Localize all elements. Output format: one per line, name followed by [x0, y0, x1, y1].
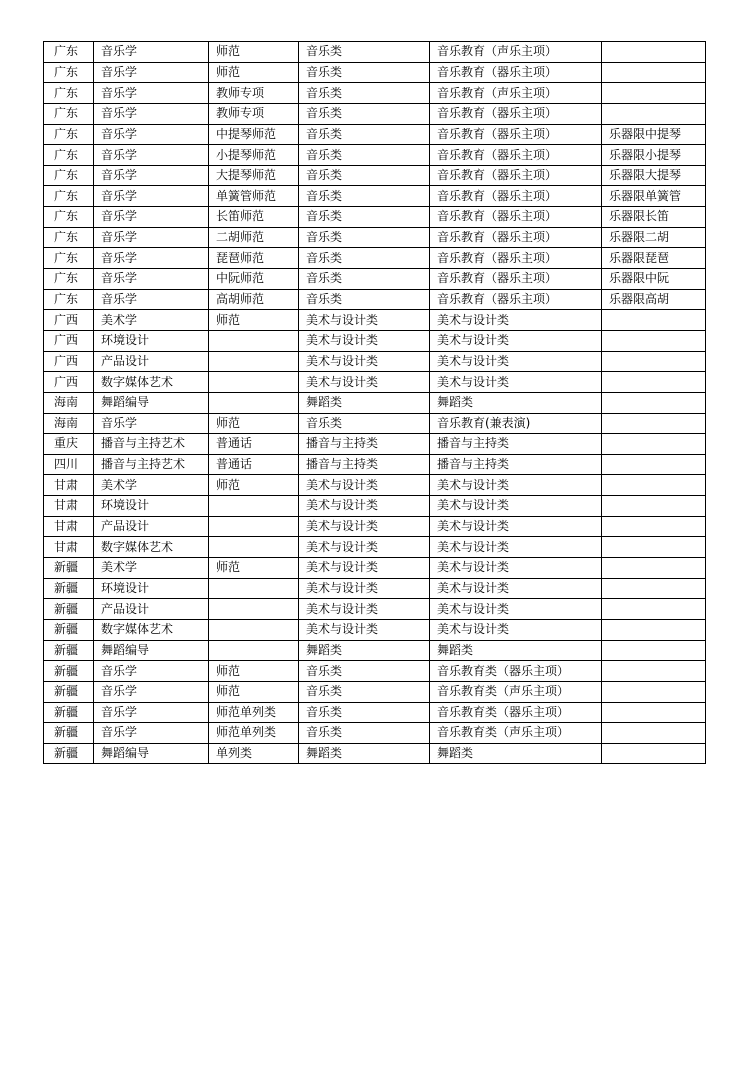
exam-subject-cell: 舞蹈类: [430, 392, 602, 413]
exam-category-cell: 播音与主持类: [299, 434, 430, 455]
major-cell: 音乐学: [94, 289, 209, 310]
table-row: [44, 227, 706, 248]
remark-cell: [602, 599, 706, 620]
exam-subject-cell: 美术与设计类: [430, 619, 602, 640]
province-cell: 新疆: [44, 723, 94, 744]
direction-cell: [209, 372, 299, 393]
table-row: [44, 743, 706, 764]
direction-cell: [209, 578, 299, 599]
province-cell: 重庆: [44, 434, 94, 455]
major-cell: 音乐学: [94, 248, 209, 269]
remark-cell: [602, 578, 706, 599]
table-row: [44, 103, 706, 124]
exam-subject-cell: 舞蹈类: [430, 640, 602, 661]
exam-subject-cell: 美术与设计类: [430, 599, 602, 620]
remark-cell: [602, 103, 706, 124]
major-cell: 舞蹈编导: [94, 743, 209, 764]
exam-category-cell: 音乐类: [299, 165, 430, 186]
province-cell: 新疆: [44, 681, 94, 702]
exam-category-cell: 播音与主持类: [299, 454, 430, 475]
exam-subject-cell: 音乐教育（器乐主项）: [430, 227, 602, 248]
direction-cell: 中提琴师范: [209, 124, 299, 145]
exam-subject-cell: 音乐教育（器乐主项）: [430, 165, 602, 186]
exam-subject-cell: 音乐教育（器乐主项）: [430, 269, 602, 290]
major-cell: 音乐学: [94, 83, 209, 104]
exam-category-cell: 音乐类: [299, 681, 430, 702]
exam-category-cell: 音乐类: [299, 124, 430, 145]
exam-category-cell: 舞蹈类: [299, 743, 430, 764]
table-body: [44, 42, 706, 764]
remark-cell: [602, 62, 706, 83]
exam-subject-cell: 美术与设计类: [430, 310, 602, 331]
exam-category-cell: 音乐类: [299, 723, 430, 744]
table-row: [44, 392, 706, 413]
exam-subject-cell: 音乐教育（器乐主项）: [430, 103, 602, 124]
remark-cell: [602, 42, 706, 63]
exam-category-cell: 舞蹈类: [299, 392, 430, 413]
exam-subject-cell: 播音与主持类: [430, 434, 602, 455]
exam-category-cell: 美术与设计类: [299, 351, 430, 372]
direction-cell: 师范: [209, 661, 299, 682]
remark-cell: [602, 661, 706, 682]
exam-category-cell: 音乐类: [299, 42, 430, 63]
province-cell: 广东: [44, 207, 94, 228]
exam-subject-cell: 音乐教育类（声乐主项）: [430, 681, 602, 702]
exam-category-cell: 音乐类: [299, 145, 430, 166]
province-cell: 广西: [44, 310, 94, 331]
remark-cell: 乐器限二胡: [602, 227, 706, 248]
table-row: [44, 372, 706, 393]
direction-cell: 师范: [209, 413, 299, 434]
exam-category-cell: 美术与设计类: [299, 516, 430, 537]
major-cell: 音乐学: [94, 42, 209, 63]
major-cell: 环境设计: [94, 578, 209, 599]
remark-cell: [602, 558, 706, 579]
remark-cell: [602, 330, 706, 351]
major-cell: 数字媒体艺术: [94, 537, 209, 558]
table-row: [44, 619, 706, 640]
direction-cell: 高胡师范: [209, 289, 299, 310]
remark-cell: [602, 537, 706, 558]
major-cell: 音乐学: [94, 723, 209, 744]
province-cell: 新疆: [44, 640, 94, 661]
exam-subject-cell: 音乐教育（器乐主项）: [430, 207, 602, 228]
direction-cell: [209, 330, 299, 351]
major-cell: 音乐学: [94, 62, 209, 83]
exam-category-cell: 美术与设计类: [299, 599, 430, 620]
exam-subject-cell: 美术与设计类: [430, 351, 602, 372]
table-row: [44, 681, 706, 702]
province-cell: 新疆: [44, 599, 94, 620]
exam-subject-cell: 美术与设计类: [430, 558, 602, 579]
province-cell: 广东: [44, 165, 94, 186]
exam-category-cell: 美术与设计类: [299, 496, 430, 517]
major-cell: 播音与主持艺术: [94, 434, 209, 455]
major-cell: 环境设计: [94, 330, 209, 351]
exam-subject-cell: 美术与设计类: [430, 496, 602, 517]
exam-subject-cell: 美术与设计类: [430, 578, 602, 599]
exam-subject-cell: 音乐教育类（器乐主项）: [430, 702, 602, 723]
remark-cell: [602, 392, 706, 413]
direction-cell: 普通话: [209, 434, 299, 455]
direction-cell: 师范: [209, 42, 299, 63]
direction-cell: 教师专项: [209, 103, 299, 124]
table-row: [44, 413, 706, 434]
direction-cell: [209, 351, 299, 372]
table-row: [44, 351, 706, 372]
exam-category-cell: 美术与设计类: [299, 330, 430, 351]
exam-category-cell: 音乐类: [299, 62, 430, 83]
exam-category-cell: 音乐类: [299, 83, 430, 104]
province-cell: 广西: [44, 351, 94, 372]
remark-cell: [602, 743, 706, 764]
province-cell: 甘肃: [44, 496, 94, 517]
exam-category-cell: 音乐类: [299, 227, 430, 248]
exam-subject-cell: 音乐教育（器乐主项）: [430, 248, 602, 269]
major-cell: 美术学: [94, 310, 209, 331]
major-cell: 音乐学: [94, 681, 209, 702]
province-cell: 广东: [44, 289, 94, 310]
table-row: [44, 558, 706, 579]
province-cell: 甘肃: [44, 516, 94, 537]
remark-cell: [602, 454, 706, 475]
table-row: [44, 496, 706, 517]
province-cell: 广东: [44, 62, 94, 83]
direction-cell: 普通话: [209, 454, 299, 475]
remark-cell: 乐器限琵琶: [602, 248, 706, 269]
province-cell: 广东: [44, 227, 94, 248]
major-cell: 环境设计: [94, 496, 209, 517]
province-cell: 广东: [44, 269, 94, 290]
exam-subject-cell: 音乐教育（器乐主项）: [430, 289, 602, 310]
direction-cell: [209, 496, 299, 517]
exam-subject-cell: 美术与设计类: [430, 537, 602, 558]
exam-category-cell: 音乐类: [299, 702, 430, 723]
province-cell: 甘肃: [44, 475, 94, 496]
table-row: [44, 661, 706, 682]
province-cell: 新疆: [44, 743, 94, 764]
major-cell: 产品设计: [94, 599, 209, 620]
exam-category-cell: 美术与设计类: [299, 310, 430, 331]
exam-subject-cell: 音乐教育（器乐主项）: [430, 186, 602, 207]
exam-subject-cell: 音乐教育(兼表演): [430, 413, 602, 434]
exam-subject-cell: 美术与设计类: [430, 330, 602, 351]
table-row: [44, 330, 706, 351]
province-cell: 海南: [44, 413, 94, 434]
direction-cell: 师范: [209, 475, 299, 496]
direction-cell: 琵琶师范: [209, 248, 299, 269]
province-cell: 广东: [44, 186, 94, 207]
table-row: [44, 702, 706, 723]
direction-cell: 大提琴师范: [209, 165, 299, 186]
direction-cell: 教师专项: [209, 83, 299, 104]
table-row: [44, 165, 706, 186]
table-row: [44, 310, 706, 331]
direction-cell: 小提琴师范: [209, 145, 299, 166]
major-cell: 音乐学: [94, 165, 209, 186]
major-cell: 产品设计: [94, 516, 209, 537]
table-row: [44, 124, 706, 145]
exam-category-cell: 美术与设计类: [299, 619, 430, 640]
table-row: [44, 207, 706, 228]
direction-cell: [209, 619, 299, 640]
major-cell: 舞蹈编导: [94, 392, 209, 413]
province-cell: 甘肃: [44, 537, 94, 558]
remark-cell: 乐器限长笛: [602, 207, 706, 228]
table-row: [44, 42, 706, 63]
exam-subject-cell: 音乐教育（器乐主项）: [430, 145, 602, 166]
direction-cell: 师范: [209, 62, 299, 83]
remark-cell: [602, 619, 706, 640]
direction-cell: 师范单列类: [209, 702, 299, 723]
exam-category-cell: 音乐类: [299, 207, 430, 228]
province-cell: 广东: [44, 124, 94, 145]
province-cell: 新疆: [44, 558, 94, 579]
exam-category-cell: 美术与设计类: [299, 537, 430, 558]
major-cell: 数字媒体艺术: [94, 372, 209, 393]
direction-cell: 中阮师范: [209, 269, 299, 290]
remark-cell: [602, 413, 706, 434]
exam-category-cell: 音乐类: [299, 103, 430, 124]
table-row: [44, 640, 706, 661]
direction-cell: 二胡师范: [209, 227, 299, 248]
remark-cell: [602, 83, 706, 104]
exam-subject-cell: 音乐教育类（声乐主项）: [430, 723, 602, 744]
exam-subject-cell: 舞蹈类: [430, 743, 602, 764]
direction-cell: 单簧管师范: [209, 186, 299, 207]
remark-cell: 乐器限中阮: [602, 269, 706, 290]
remark-cell: 乐器限单簧管: [602, 186, 706, 207]
remark-cell: [602, 681, 706, 702]
province-cell: 新疆: [44, 619, 94, 640]
exam-subject-cell: 美术与设计类: [430, 516, 602, 537]
exam-category-cell: 美术与设计类: [299, 578, 430, 599]
direction-cell: 师范: [209, 558, 299, 579]
table-row: [44, 186, 706, 207]
exam-category-cell: 美术与设计类: [299, 475, 430, 496]
province-cell: 新疆: [44, 661, 94, 682]
remark-cell: [602, 372, 706, 393]
major-cell: 舞蹈编导: [94, 640, 209, 661]
province-cell: 广东: [44, 103, 94, 124]
table-row: [44, 434, 706, 455]
remark-cell: [602, 640, 706, 661]
direction-cell: [209, 537, 299, 558]
direction-cell: [209, 392, 299, 413]
table-row: [44, 723, 706, 744]
exam-category-cell: 美术与设计类: [299, 558, 430, 579]
remark-cell: [602, 723, 706, 744]
exam-subject-cell: 音乐教育（器乐主项）: [430, 124, 602, 145]
table-row: [44, 62, 706, 83]
remark-cell: 乐器限大提琴: [602, 165, 706, 186]
remark-cell: [602, 351, 706, 372]
table-row: [44, 289, 706, 310]
table-row: [44, 269, 706, 290]
direction-cell: 师范: [209, 310, 299, 331]
major-cell: 播音与主持艺术: [94, 454, 209, 475]
major-cell: 产品设计: [94, 351, 209, 372]
major-cell: 音乐学: [94, 207, 209, 228]
remark-cell: 乐器限高胡: [602, 289, 706, 310]
major-cell: 音乐学: [94, 661, 209, 682]
exam-category-cell: 音乐类: [299, 661, 430, 682]
province-cell: 广西: [44, 372, 94, 393]
exam-category-cell: 音乐类: [299, 248, 430, 269]
province-cell: 广东: [44, 248, 94, 269]
province-cell: 广东: [44, 42, 94, 63]
exam-subject-cell: 播音与主持类: [430, 454, 602, 475]
province-cell: 海南: [44, 392, 94, 413]
direction-cell: [209, 516, 299, 537]
direction-cell: 单列类: [209, 743, 299, 764]
direction-cell: 师范: [209, 681, 299, 702]
table-row: [44, 516, 706, 537]
major-cell: 音乐学: [94, 227, 209, 248]
major-cell: 音乐学: [94, 145, 209, 166]
remark-cell: [602, 702, 706, 723]
exam-subject-cell: 音乐教育（声乐主项）: [430, 83, 602, 104]
province-cell: 广东: [44, 83, 94, 104]
table-row: [44, 599, 706, 620]
remark-cell: [602, 475, 706, 496]
major-cell: 音乐学: [94, 124, 209, 145]
exam-category-cell: 美术与设计类: [299, 372, 430, 393]
province-cell: 广东: [44, 145, 94, 166]
province-cell: 新疆: [44, 578, 94, 599]
table-row: [44, 537, 706, 558]
direction-cell: [209, 640, 299, 661]
exam-subject-cell: 美术与设计类: [430, 372, 602, 393]
table-row: [44, 454, 706, 475]
table-row: [44, 248, 706, 269]
admission-table: [43, 41, 706, 764]
direction-cell: [209, 599, 299, 620]
exam-category-cell: 舞蹈类: [299, 640, 430, 661]
exam-subject-cell: 音乐教育（声乐主项）: [430, 42, 602, 63]
table-row: [44, 578, 706, 599]
major-cell: 音乐学: [94, 103, 209, 124]
table-row: [44, 145, 706, 166]
exam-category-cell: 音乐类: [299, 269, 430, 290]
major-cell: 美术学: [94, 558, 209, 579]
exam-subject-cell: 音乐教育（器乐主项）: [430, 62, 602, 83]
direction-cell: 师范单列类: [209, 723, 299, 744]
remark-cell: [602, 434, 706, 455]
major-cell: 音乐学: [94, 702, 209, 723]
exam-category-cell: 音乐类: [299, 289, 430, 310]
major-cell: 音乐学: [94, 186, 209, 207]
exam-category-cell: 音乐类: [299, 413, 430, 434]
province-cell: 广西: [44, 330, 94, 351]
province-cell: 新疆: [44, 702, 94, 723]
major-cell: 数字媒体艺术: [94, 619, 209, 640]
remark-cell: 乐器限中提琴: [602, 124, 706, 145]
remark-cell: [602, 310, 706, 331]
direction-cell: 长笛师范: [209, 207, 299, 228]
table-row: [44, 475, 706, 496]
remark-cell: [602, 516, 706, 537]
remark-cell: 乐器限小提琴: [602, 145, 706, 166]
table-row: [44, 83, 706, 104]
exam-subject-cell: 美术与设计类: [430, 475, 602, 496]
major-cell: 美术学: [94, 475, 209, 496]
exam-category-cell: 音乐类: [299, 186, 430, 207]
exam-subject-cell: 音乐教育类（器乐主项）: [430, 661, 602, 682]
remark-cell: [602, 496, 706, 517]
major-cell: 音乐学: [94, 413, 209, 434]
major-cell: 音乐学: [94, 269, 209, 290]
province-cell: 四川: [44, 454, 94, 475]
